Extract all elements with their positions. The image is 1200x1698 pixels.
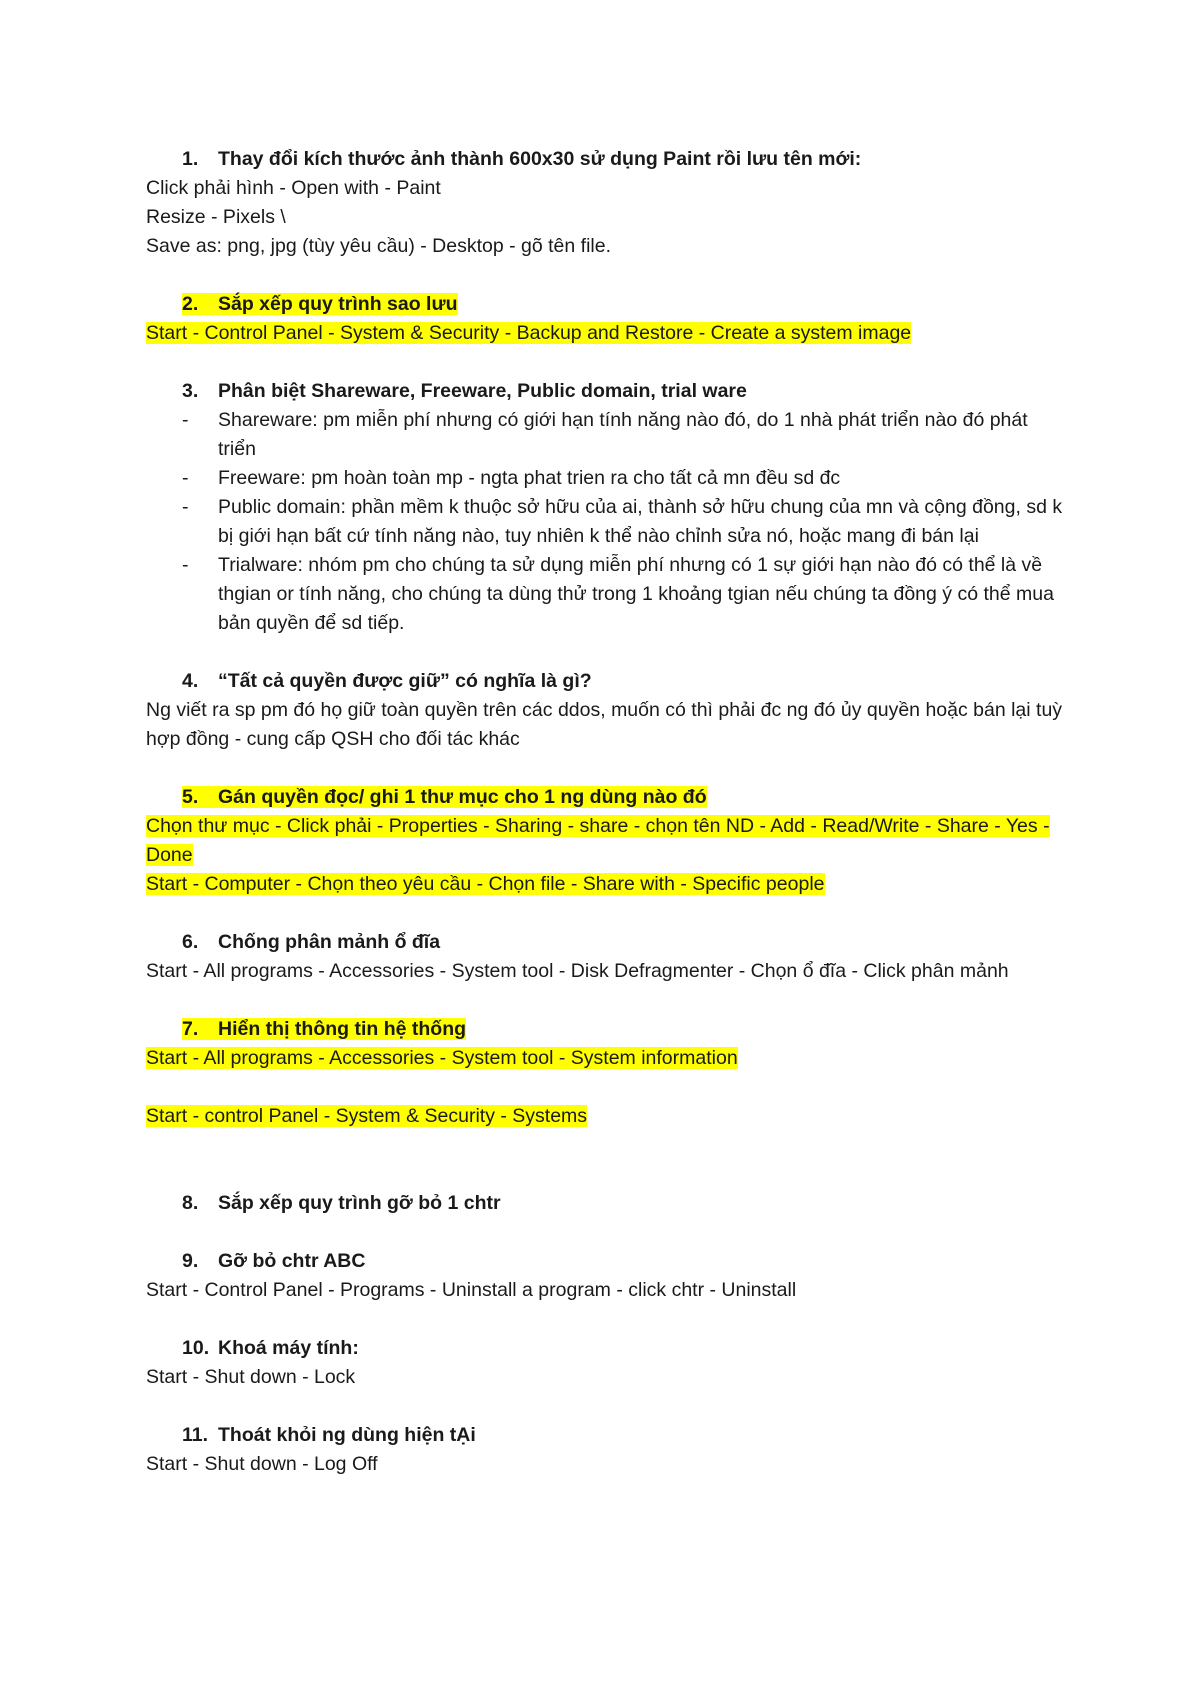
section-2-heading: 2. Sắp xếp quy trình sao lưu xyxy=(182,293,458,315)
list-item: - Public domain: phần mềm k thuộc sở hữu của ai, thành sở hữu chung của mn và cộng đồng, sd k bị giới hạn bất cứ tính năng nào, tuy nhiên k thể nào chỉnh sửa nó, hoặc mang đi bán lại xyxy=(182,496,1063,547)
section-3-bullet-list xyxy=(146,406,1066,638)
section-2-line-1: Start - Control Panel - System & Security - Backup and Restore - Create a system image xyxy=(146,322,912,344)
section-4-heading: 4. “Tất cả quyền được giữ” có nghĩa là gì? xyxy=(182,670,592,692)
list-item: - Freeware: pm hoàn toàn mp - ngta phat trien ra cho tất cả mn đều sd đc xyxy=(182,467,841,489)
section-1-line-3: Save as: png, jpg (tùy yêu cầu) - Desktop - gõ tên file. xyxy=(146,235,611,257)
section-9-line-1: Start - Control Panel - Programs - Uninstall a program - click chtr - Uninstall xyxy=(146,1279,797,1301)
section-7-line-1: Start - All programs - Accessories - System tool - System information xyxy=(146,1047,738,1069)
section-5-heading: 5. Gán quyền đọc/ ghi 1 thư mục cho 1 ng dùng nào đó xyxy=(182,786,707,808)
section-5-line-2: Start - Computer - Chọn theo yêu cầu - Chọn file - Share with - Specific people xyxy=(146,873,825,895)
section-6-heading: 6. Chống phân mảnh ổ đĩa xyxy=(182,931,441,953)
list-item: - Shareware: pm miễn phí nhưng có giới hạn tính năng nào đó, do 1 nhà phát triển nào đó phát triển xyxy=(182,409,1028,460)
section-1-line-1: Click phải hình - Open with - Paint xyxy=(146,177,441,199)
section-6-line-1: Start - All programs - Accessories - System tool - Disk Defragmenter - Chọn ổ đĩa - Click phân mảnh xyxy=(146,960,1009,982)
section-3-heading: 3. Phân biệt Shareware, Freeware, Public domain, trial ware xyxy=(182,380,747,402)
document-page xyxy=(146,145,1066,1479)
section-11-line-1: Start - Shut down - Log Off xyxy=(146,1453,378,1475)
section-7-line-2: Start - control Panel - System & Security - Systems xyxy=(146,1105,588,1127)
section-1-heading: 1. Thay đổi kích thước ảnh thành 600x30 sử dụng Paint rồi lưu tên mới: xyxy=(182,148,862,170)
section-4-line-1: Ng viết ra sp pm đó họ giữ toàn quyền trên các ddos, muốn có thì phải đc ng đó ủy quyền hoặc bán lại tuỳ hợp đồng - cung cấp QSH cho đối tác khác xyxy=(146,699,1063,750)
section-1-line-2: Resize - Pixels \ xyxy=(146,206,286,228)
section-9-heading: 9. Gỡ bỏ chtr ABC xyxy=(182,1250,366,1272)
section-8-heading: 8. Sắp xếp quy trình gỡ bỏ 1 chtr xyxy=(182,1192,501,1214)
section-5-line-1: Chọn thư mục - Click phải - Properties - Sharing - share - chọn tên ND - Add - Read/Write - Share - Yes - Done xyxy=(146,815,1050,866)
section-7-heading: 7. Hiển thị thông tin hệ thống xyxy=(182,1018,467,1040)
section-10-heading: 10. Khoá máy tính: xyxy=(182,1337,359,1359)
section-11-heading: 11. Thoát khỏi ng dùng hiện tẠi xyxy=(182,1424,476,1446)
list-item: - Trialware: nhóm pm cho chúng ta sử dụng miễn phí nhưng có 1 sự giới hạn nào đó có thể là về thgian or tính năng, cho chúng ta dùng thử trong 1 khoảng tgian nếu chúng ta đồng ý có thể mua bản quyền để sd tiếp. xyxy=(182,554,1054,634)
section-10-line-1: Start - Shut down - Lock xyxy=(146,1366,356,1388)
